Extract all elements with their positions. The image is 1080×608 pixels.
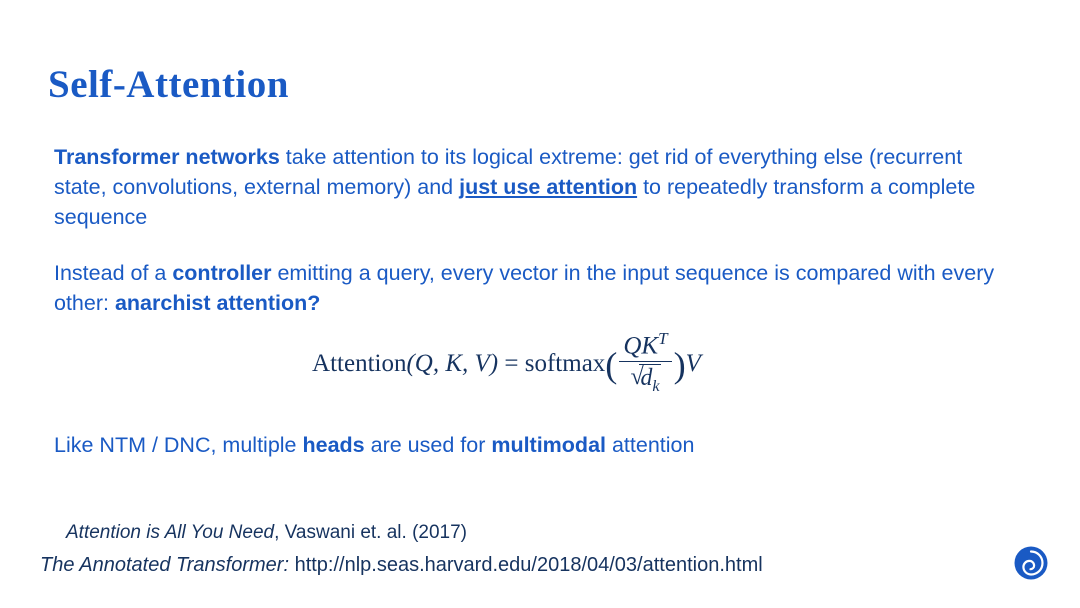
- reference-annotated-label: The Annotated Transformer:: [40, 554, 290, 576]
- paragraph-3-text-b: are used for: [364, 433, 492, 458]
- reference-annotated-url[interactable]: http://nlp.seas.harvard.edu/2018/04/03/attention.html: [289, 554, 763, 576]
- formula-fraction: [619, 330, 671, 396]
- formula-close-paren: ): [673, 345, 686, 386]
- formula-args: (Q, K, V): [406, 349, 499, 377]
- formula-open-paren: (: [605, 345, 618, 386]
- reference-paper: [66, 518, 1000, 548]
- paragraph-1-text-a: take attention to its logical extreme: get rid of everything else (recurrent state, convolutions, external memory) and: [54, 145, 963, 199]
- reference-annotated-transformer: [40, 550, 1000, 580]
- formula-numerator-qk: QK: [623, 332, 659, 360]
- formula-numerator-transpose: T: [658, 329, 668, 348]
- paragraph-2-bold-a: controller: [172, 261, 272, 285]
- spacer-2: [54, 408, 1014, 430]
- paragraph-controller: [54, 258, 1014, 318]
- paragraph-2-text-b: emitting a query, every vector in the input sequence is compared with every other:: [54, 261, 995, 315]
- page-title: Self-Attention: [48, 63, 289, 106]
- reference-paper-title: Attention is All You Need: [66, 522, 275, 543]
- reference-paper-authors: , Vaswani et. al. (2017): [274, 522, 468, 543]
- references: [40, 518, 1000, 580]
- formula-radicand-d: d: [640, 364, 653, 391]
- paragraph-transformer: [54, 142, 999, 232]
- paragraph-1-text-b: to repeatedly transform a complete sequence: [54, 175, 976, 229]
- slide-body: [54, 142, 1014, 460]
- paragraph-3-text-a: Like NTM / DNC, multiple: [54, 433, 303, 458]
- formula-equals: =: [498, 349, 525, 377]
- paragraph-1-lead-bold: Transformer networks: [54, 145, 280, 169]
- formula-softmax: softmax: [524, 349, 606, 377]
- formula-numerator: [619, 330, 671, 362]
- formula-radicand-sub-k: k: [652, 377, 660, 395]
- formula-tail-v: V: [685, 349, 701, 377]
- formula-sqrt: [630, 364, 660, 396]
- formula-radicand: [639, 364, 660, 396]
- formula-denominator: [619, 362, 671, 396]
- spiral-logo: [1014, 546, 1048, 580]
- paragraph-3-text-c: attention: [606, 433, 695, 458]
- formula-function-name: Attention: [312, 349, 407, 377]
- paragraph-2-bold-b: anarchist attention?: [114, 291, 321, 315]
- paragraph-3-bold-b: multimodal: [491, 433, 606, 458]
- attention-formula-container: [54, 329, 959, 398]
- paragraph-3-bold-a: heads: [302, 433, 365, 458]
- attention-formula: [312, 329, 701, 398]
- paragraph-1-underlined-bold: just use attention: [459, 175, 638, 199]
- paragraph-2-text-a: Instead of a: [54, 261, 173, 285]
- paragraph-heads: [54, 430, 1014, 460]
- spacer-1: [54, 232, 1014, 258]
